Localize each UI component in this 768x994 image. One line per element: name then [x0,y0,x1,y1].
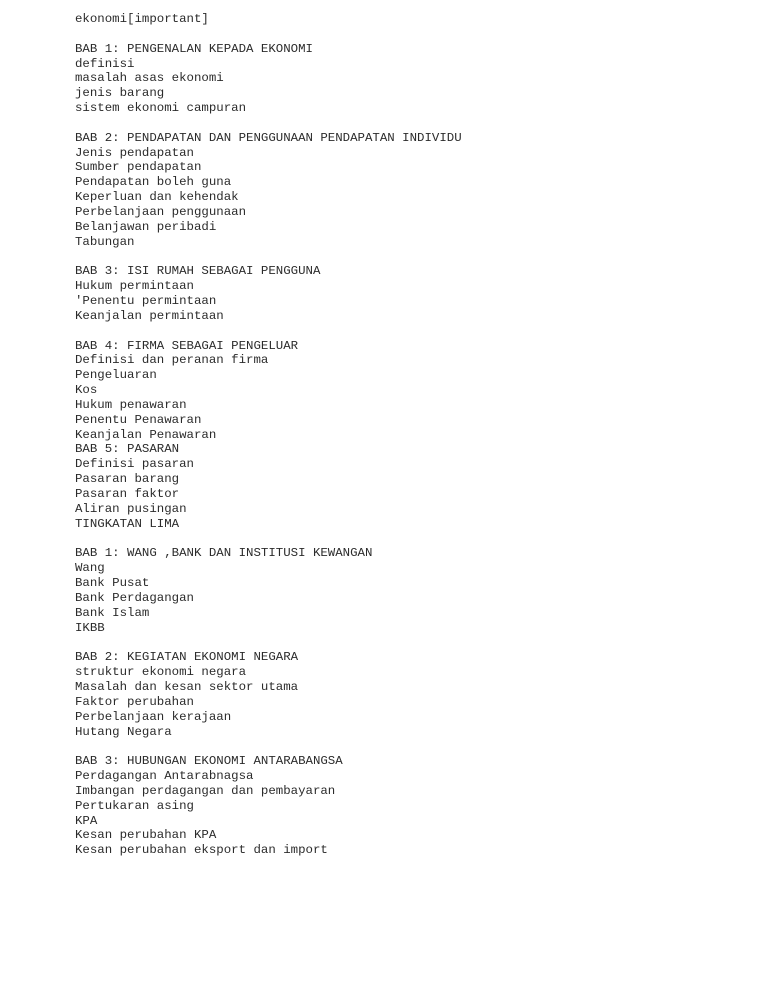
section-item: struktur ekonomi negara [75,665,247,680]
section-item: Kesan perubahan KPA [75,828,217,843]
section-item: Hukum penawaran [75,397,187,412]
spacer [75,250,755,265]
section-heading: BAB 5: PASARAN [75,442,180,457]
section-item: Keanjalan permintaan [75,308,224,323]
spacer [75,27,755,42]
spacer [75,532,755,547]
section-item: Pertukaran asing [75,798,194,813]
section-item: Belanjawan peribadi [75,219,217,234]
section-item: Faktor perubahan [75,694,194,709]
section-item: Definisi pasaran [75,457,194,472]
section-heading: BAB 4: FIRMA SEBAGAI PENGELUAR [75,338,299,353]
section-item: Keanjalan Penawaran [75,427,217,442]
section-item: Jenis pendapatan [75,145,194,160]
section-item: Imbangan perdagangan dan pembayaran [75,783,336,798]
level-heading: TINGKATAN LIMA [75,516,180,531]
section-item: sistem ekonomi campuran [75,101,247,116]
section-item: Penentu Penawaran [75,412,202,427]
section-item: Perbelanjaan penggunaan [75,204,247,219]
section-item: Tabungan [75,234,135,249]
section-item: KPA [75,813,98,828]
section-item: 'Penentu permintaan [75,294,217,309]
section-item: Aliran pusingan [75,501,187,516]
section-item: Hukum permintaan [75,279,194,294]
section-heading: BAB 2: KEGIATAN EKONOMI NEGARA [75,650,299,665]
section-item: jenis barang [75,86,165,101]
spacer [75,739,755,754]
section-item: definisi [75,56,135,71]
section-item: IKBB [75,620,105,635]
document-page [75,12,755,858]
section-item: Keperluan dan kehendak [75,190,239,205]
spacer [75,635,755,650]
document-title: ekonomi[important] [75,12,209,26]
section-item: Kos [75,383,98,398]
section-item: masalah asas ekonomi [75,71,224,86]
section-item: Pasaran barang [75,472,180,487]
section-heading: BAB 2: PENDAPATAN DAN PENGGUNAAN PENDAPATAN INDIVIDU [75,130,462,145]
section-item: Sumber pendapatan [75,160,202,175]
spacer [75,116,755,131]
section-item: Pendapatan boleh guna [75,175,232,190]
section-item: Perdagangan Antarabnagsa [75,769,254,784]
section-item: Bank Pusat [75,576,150,591]
section-item: Masalah dan kesan sektor utama [75,679,299,694]
section-item: Pasaran faktor [75,487,180,501]
section-item: Definisi dan peranan firma [75,353,269,368]
section-heading: BAB 1: WANG ,BANK DAN INSTITUSI KEWANGAN [75,546,373,561]
section-item: Bank Islam [75,605,150,620]
section-item: Bank Perdagangan [75,590,194,605]
section-item: Hutang Negara [75,724,172,739]
section-item: Perbelanjaan kerajaan [75,709,232,724]
section-heading: BAB 3: ISI RUMAH SEBAGAI PENGGUNA [75,264,321,279]
section-item: Wang [75,561,105,576]
section-heading: BAB 1: PENGENALAN KEPADA EKONOMI [75,41,313,56]
spacer [75,324,755,339]
section-item: Kesan perubahan eksport dan import [75,843,328,858]
section-heading: BAB 3: HUBUNGAN EKONOMI ANTARABANGSA [75,754,343,769]
section-item: Pengeluaran [75,368,157,383]
